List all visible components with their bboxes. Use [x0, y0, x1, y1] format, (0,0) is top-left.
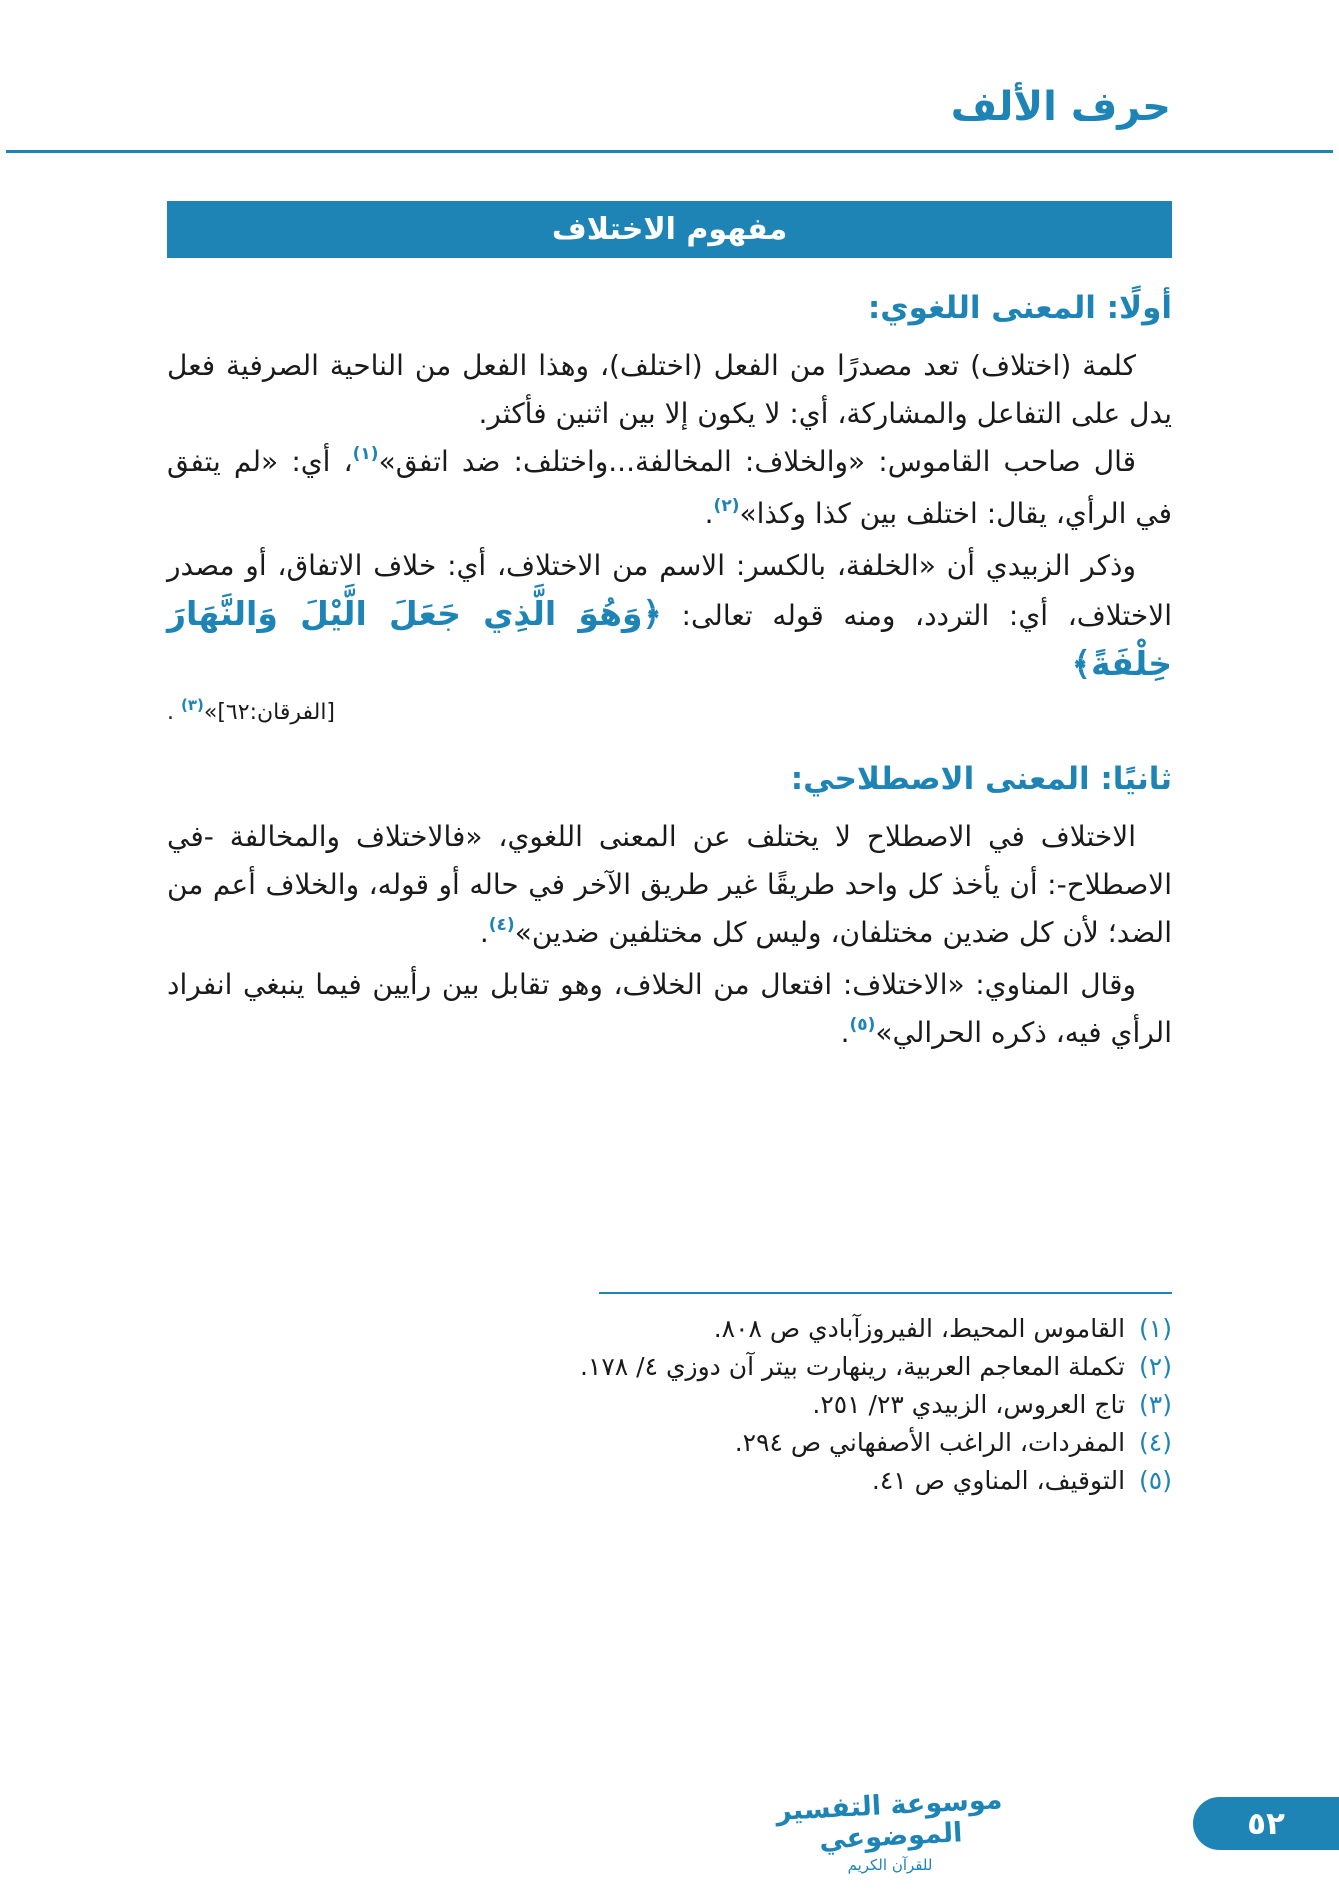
logo-title: موسوعة التفسير الموضوعي [775, 1784, 1004, 1856]
footnote-number: (١) [1139, 1314, 1172, 1343]
section-heading-linguistic: أولًا: المعنى اللغوي: [867, 290, 1172, 326]
logo-subtitle: للقرآن الكريم [847, 1856, 933, 1874]
text-segment: . [479, 916, 489, 949]
text-segment: قال صاحب القاموس: «والخلاف: المخالفة...واختلف: ضد اتفق» [378, 445, 1136, 478]
text-segment: كلمة (اختلاف) تعد مصدرًا من الفعل (اختلف)، وهذا الفعل من الناحية الصرفية فعل يدل على التفاعل والمشاركة، أي: لا يكون إلا بين اثنين فأكثر. [167, 349, 1172, 430]
footnote-divider [599, 1292, 1172, 1294]
quran-verse: ﴿وَهُوَ الَّذِي جَعَلَ الَّيْلَ وَالنَّهَارَ خِلْفَةً﴾ [167, 594, 1172, 683]
footnote-number: (٥) [1139, 1466, 1172, 1495]
body-paragraph [167, 542, 1172, 690]
footnote-marker: (٥) [849, 1015, 876, 1035]
footnote-item [167, 1386, 1172, 1424]
banner-title: مفهوم الاختلاف [551, 212, 788, 247]
text-segment: ، أي: «لم يتفق في الرأي، يقال: اختلف بين كذا وكذا» [167, 445, 1172, 530]
footnote-item [167, 1348, 1172, 1386]
footnote-text: التوقيف، المناوي ص ٤١. [871, 1466, 1126, 1495]
footnote-marker: (١) [352, 444, 379, 464]
section-linguistic [167, 290, 1172, 731]
body-paragraph [167, 438, 1172, 542]
section-paragraphs-terminological [167, 813, 1172, 1061]
text-segment: وقال المناوي: «الاختلاف: افتعال من الخلاف، وهو تقابل بين رأيين فيما ينبغي انفراد الرأي فيه، ذكره الحرالي» [167, 968, 1172, 1049]
text-segment: الاختلاف في الاصطلاح لا يختلف عن المعنى اللغوي، «فالاختلاف والمخالفة -في الاصطلاح-: أن يأخذ كل واحد طريقًا غير طريق الآخر في حاله أو قوله، والخلاف أعم من الضد؛ لأن كل ضدين مختلفان، وليس كل مختلفين ضدين» [167, 820, 1172, 949]
section-heading-terminological: ثانيًا: المعنى الاصطلاحي: [790, 761, 1172, 797]
page-number: ٥٢ [1247, 1805, 1285, 1842]
chapter-header: حرف الألف [950, 84, 1171, 130]
footnote-item [167, 1424, 1172, 1462]
footnote-list [167, 1310, 1172, 1500]
header-divider [6, 150, 1333, 153]
footnote-text: تكملة المعاجم العربية، رينهارت بيتر آن دوزي ٤/ ١٧٨. [579, 1352, 1126, 1381]
footnote-number: (٣) [1139, 1390, 1172, 1419]
text-segment: . [840, 1016, 850, 1049]
publisher-logo [740, 1784, 1040, 1874]
footnote-marker: (٤) [488, 915, 515, 935]
page-content [167, 284, 1172, 1061]
footnote-number: (٤) [1139, 1428, 1172, 1457]
body-paragraph [167, 342, 1172, 438]
body-paragraph [167, 961, 1172, 1061]
text-segment: . [167, 700, 181, 725]
footnotes-block [167, 1292, 1172, 1500]
footnote-text: القاموس المحيط، الفيروزآبادي ص ٨٠٨. [713, 1314, 1126, 1343]
footnote-item [167, 1462, 1172, 1500]
body-paragraph [167, 813, 1172, 961]
text-segment: وذكر الزبيدي أن «الخلفة، بالكسر: الاسم من الاختلاف، أي: خلاف الاتفاق، أو مصدر الاختلاف، أي: التردد، ومنه قوله تعالى: [167, 549, 1172, 632]
footnote-text: المفردات، الراغب الأصفهاني ص ٢٩٤. [734, 1428, 1126, 1457]
text-segment: [الفرقان:٦٢]» [203, 700, 336, 725]
footnote-marker: (٣) [181, 696, 204, 714]
verse-citation [167, 696, 1172, 731]
footnote-item [167, 1310, 1172, 1348]
footnote-number: (٢) [1139, 1352, 1172, 1381]
footnote-text: تاج العروس، الزبيدي ٢٣/ ٢٥١. [812, 1390, 1126, 1419]
footnote-marker: (٢) [713, 496, 740, 516]
text-segment: . [704, 497, 714, 530]
section-banner [167, 201, 1172, 258]
section-terminological [167, 761, 1172, 1061]
section-paragraphs-linguistic [167, 342, 1172, 731]
page-number-pill [1193, 1797, 1339, 1850]
